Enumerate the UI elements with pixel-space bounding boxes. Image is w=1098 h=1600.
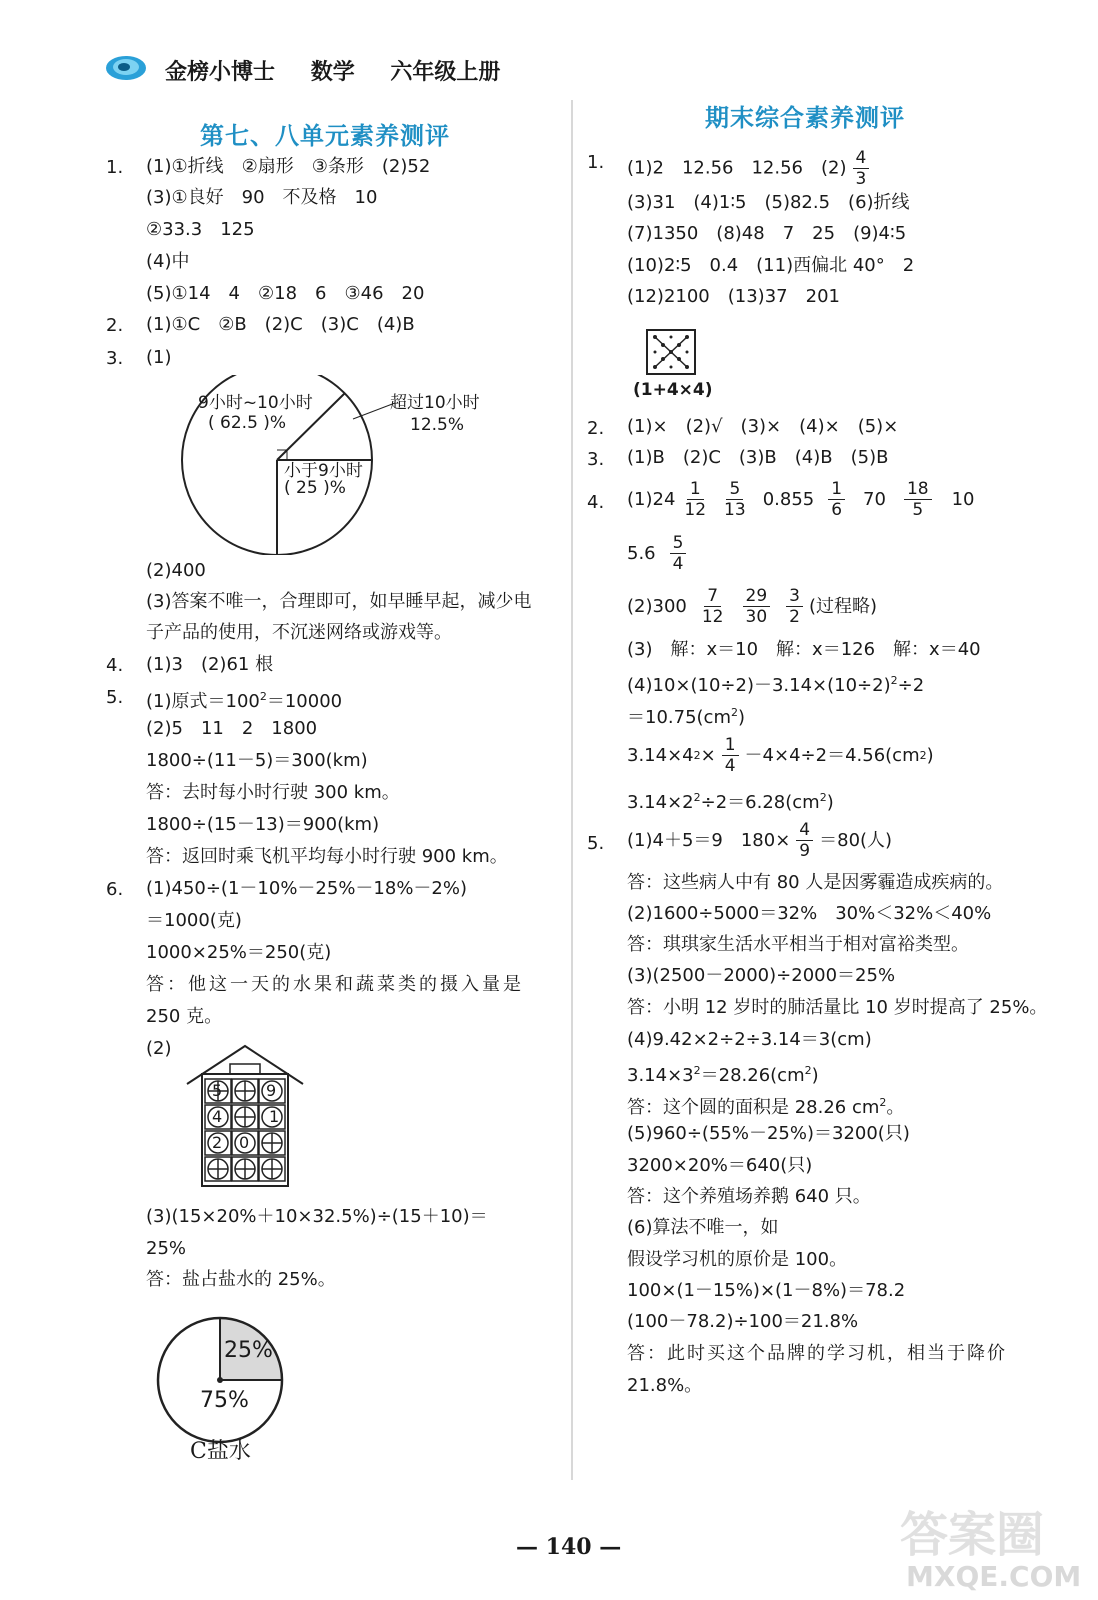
- answer-line: (4)9.42×2÷2÷3.14＝3(cm): [627, 1029, 872, 1050]
- answer-line: 答：这个圆的面积是 28.26 $cm^2$。: [627, 1096, 905, 1118]
- answer-line: 3200×20%＝640(只): [627, 1155, 813, 1176]
- answer-line: (3)31 (4)1∶5 (5)82.5 (6)折线: [627, 192, 910, 213]
- column-divider: [571, 100, 573, 1480]
- pie-label: 75%: [200, 1388, 249, 1413]
- answer-line: ＝1000(克): [146, 910, 242, 931]
- house-digit: 2: [212, 1133, 223, 1152]
- answer-line: 答：小明 12 岁时的肺活量比 10 岁时提高了 25%。: [627, 997, 1048, 1018]
- answer-line: 答：这些病人中有 80 人是因雾霾造成疾病的。: [627, 872, 1004, 893]
- answer-line: $3.14\times 3^2=28.26(cm^2)$: [627, 1064, 819, 1086]
- answer-line: (3)(2500－2000)÷2000＝25%: [627, 965, 896, 986]
- answer-line: (100－78.2)÷100＝21.8%: [627, 1311, 859, 1332]
- answer-line: (10)2∶5 0.4 (11)西偏北 40° 2: [627, 255, 915, 276]
- figure-caption: (1+4×4): [633, 380, 713, 400]
- answer-line: 1800÷(11－5)＝300(km): [146, 750, 368, 771]
- answer-line: (2): [146, 1038, 172, 1059]
- answer-line: (1)450÷(1－10%－25%－18%－2%): [146, 878, 468, 899]
- answer-line: 21.8%。: [627, 1375, 703, 1396]
- answer-line: (3) 解：x＝10 解：x＝126 解：x＝40: [627, 639, 981, 660]
- answer-line: ②33.3 125: [146, 219, 255, 240]
- answer-line: $3.14\times 2^2\div 2=6.28(cm^2)$: [627, 791, 834, 813]
- q-number: 6.: [106, 879, 124, 900]
- pie-label: ( 62.5 )%: [208, 413, 287, 433]
- answer-line: (1): [146, 347, 172, 368]
- cross-square-figure: [645, 328, 697, 376]
- answer-line: 答：去时每小时行驶 300 km。: [146, 782, 400, 803]
- answer-line: 5.6 $\frac{5}{4}$: [627, 533, 692, 574]
- answer-line: (1)原式$=100^2=10000$: [146, 690, 343, 712]
- answer-line: (2)400: [146, 560, 206, 581]
- q-number: 2.: [106, 315, 124, 336]
- house-digit: 5: [212, 1081, 223, 1100]
- answer-line: (5)①14 4 ②18 6 ③46 20: [146, 283, 425, 304]
- answer-line: (1)2 12.56 12.56 (2) $\frac{4}{3}$: [627, 148, 875, 189]
- answer-line: 答：琪琪家生活水平相当于相对富裕类型。: [627, 934, 969, 955]
- answer-line: (5)960÷(55%－25%)＝3200(只): [627, 1123, 910, 1144]
- page-number: — 140 —: [516, 1534, 622, 1560]
- answer-line: 答：他这一天的水果和蔬菜类的摄入量是: [146, 974, 524, 995]
- answer-line: (2)5 11 2 1800: [146, 718, 318, 739]
- pie-label: 小于9小时: [284, 461, 363, 481]
- answer-line: 答：这个养殖场养鹅 640 只。: [627, 1186, 871, 1207]
- answer-line: (4)中: [146, 251, 190, 272]
- logo-icon: [104, 54, 148, 82]
- pie-label: 12.5%: [410, 415, 465, 435]
- answer-line: 答：此时买这个品牌的学习机，相当于降价: [627, 1343, 1007, 1364]
- right-section-title: 期末综合素养测评: [705, 104, 905, 132]
- answer-line: (1)3 (2)61 根: [146, 654, 274, 675]
- answer-line: (6)算法不唯一，如: [627, 1217, 779, 1238]
- house-digit: 1: [269, 1107, 280, 1126]
- q-number: 3.: [587, 449, 605, 470]
- house-diagram: [185, 1044, 305, 1189]
- left-section-title: 第七、八单元素养测评: [200, 122, 450, 150]
- answer-line: (1)①C ②B (2)C (3)C (4)B: [146, 314, 415, 335]
- house-digit: 4: [212, 1107, 223, 1126]
- q-number: 5.: [587, 833, 605, 854]
- answer-line: 假设学习机的原价是 100。: [627, 1249, 848, 1270]
- answer-line: 子产品的使用，不沉迷网络或游戏等。: [146, 622, 452, 643]
- brand-name: 金榜小博士: [165, 60, 276, 85]
- q-number: 1.: [106, 157, 124, 178]
- answer-line: $=10.75(cm^2)$: [627, 706, 746, 728]
- answer-line: 3.14×4 2 × $\frac{1}{4}$ －4×4÷2＝4.56(cm 2 ): [627, 735, 934, 776]
- answer-line: (3)答案不唯一，合理即可，如早睡早起，减少电: [146, 591, 532, 612]
- q-number: 4.: [106, 655, 124, 676]
- q-number: 4.: [587, 492, 605, 513]
- q-number: 1.: [587, 152, 605, 173]
- answer-line: (1)4＋5＝9 180× $\frac{4}{9}$ ＝80(人): [627, 820, 893, 861]
- answer-line: 1000×25%＝250(克): [146, 942, 332, 963]
- answer-line: (1)× (2)√ (3)× (4)× (5)×: [627, 416, 899, 437]
- answer-line: (1)B (2)C (3)B (4)B (5)B: [627, 447, 889, 468]
- q-number: 2.: [587, 418, 605, 439]
- answer-line: (7)1350 (8)48 7 25 (9)4∶5: [627, 223, 907, 244]
- answer-line: 250 克。: [146, 1006, 223, 1027]
- house-digit: 0: [239, 1133, 250, 1152]
- answer-line: 100×(1－15%)×(1－8%)＝78.2: [627, 1280, 906, 1301]
- answer-line: (2)1600÷5000＝32% 30%＜32%＜40%: [627, 903, 992, 924]
- answer-line: $(4)10\times(10\div 2)-3.14\times(10\div 2)^2\div 2$: [627, 674, 925, 696]
- answer-line: (3)(15×20%＋10×32.5%)÷(15＋10)＝: [146, 1206, 488, 1227]
- watermark-logo: 答案圈: [900, 1507, 1045, 1563]
- answer-line: (1)24 $\frac{1}{12}$ $\frac{5}{13}$ 0.855 $\frac{1}{6}$ 70 $\frac{18}{5}$ 10: [627, 479, 975, 520]
- pie-label: ( 25 )%: [284, 478, 346, 498]
- pie-label: 超过10小时: [390, 393, 480, 413]
- answer-line: (12)2100 (13)37 201: [627, 286, 840, 307]
- subject-name: 数学: [310, 60, 355, 85]
- pie-label: 25%: [224, 1338, 273, 1363]
- q-number: 3.: [106, 348, 124, 369]
- answer-line: (2)300 $\frac{7}{12}$ $\frac{29}{30}$ $\frac{3}{2}$ (过程略): [627, 586, 878, 627]
- pie-label: 9小时~10小时: [198, 393, 313, 413]
- grade-name: 六年级上册: [390, 60, 501, 85]
- answer-line: 答：返回时乘飞机平均每小时行驶 900 km。: [146, 846, 508, 867]
- pie-caption: C盐水: [190, 1439, 251, 1464]
- answer-line: 1800÷(15－13)＝900(km): [146, 814, 380, 835]
- book-header: [165, 55, 500, 86]
- salt-pie-chart: [150, 1310, 290, 1450]
- answer-line: (3)①良好 90 不及格 10: [146, 187, 378, 208]
- answer-line: (1)①折线 ②扇形 ③条形 (2)52: [146, 156, 431, 177]
- watermark-url: MXQE.COM: [906, 1560, 1082, 1593]
- answer-line: 答：盐占盐水的 25%。: [146, 1269, 336, 1290]
- house-digit: 9: [266, 1081, 277, 1100]
- answer-line: 25%: [146, 1238, 187, 1259]
- q-number: 5.: [106, 687, 124, 708]
